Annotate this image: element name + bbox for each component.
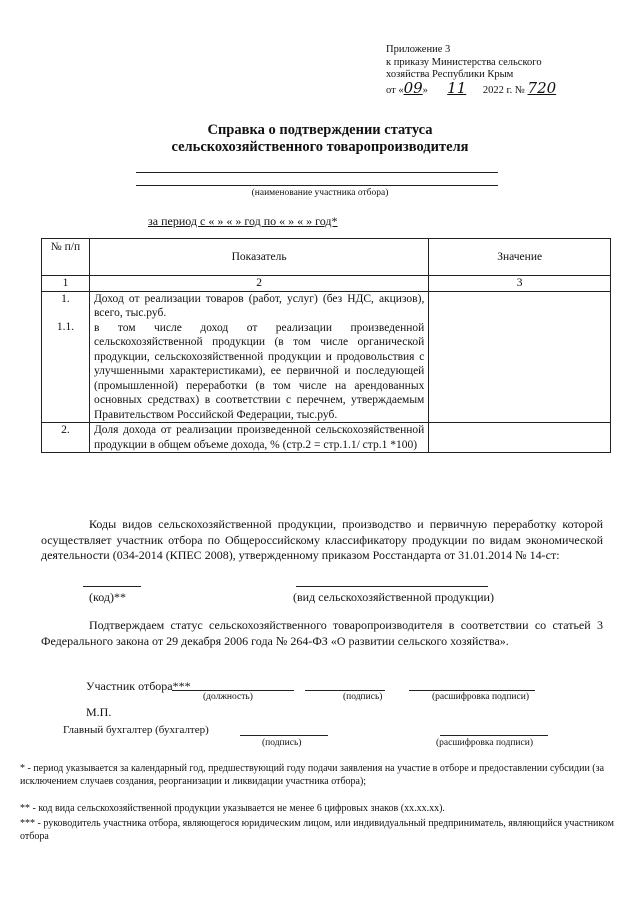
annex-line-3: хозяйства Республики Крым <box>386 69 514 80</box>
acc-decode-line <box>440 735 548 736</box>
annex-number: 720 <box>527 78 557 97</box>
header-value: Значение <box>429 239 611 276</box>
table-header-row <box>42 239 611 276</box>
annex-month: 11 <box>447 78 467 97</box>
header-indicator: Показатель <box>89 239 428 276</box>
row-num-cell <box>42 291 90 423</box>
table-row <box>42 423 611 453</box>
decode-caption: (расшифровка подписи) <box>432 692 529 702</box>
annex-year-text: 2022 г. № <box>482 84 525 96</box>
row-num-2: 2. <box>42 423 90 453</box>
annex-date-line <box>386 78 557 98</box>
row-value-cell-2[interactable] <box>429 423 611 453</box>
signature-line <box>305 690 385 691</box>
table-row <box>42 291 611 423</box>
stamp-label: М.П. <box>86 705 112 719</box>
doc-title-line-2: сельскохозяйственного товаропроизводителя <box>171 139 469 155</box>
kind-caption: (вид сельскохозяйственной продукции) <box>293 590 494 604</box>
table-col-numbers-row <box>42 276 611 292</box>
position-line <box>172 690 294 691</box>
participant-caption: (наименование участника отбора) <box>251 188 389 198</box>
code-caption: (код)** <box>89 590 126 604</box>
annex-date-mid: » <box>422 84 428 96</box>
row-value-cell-1[interactable] <box>429 291 611 423</box>
acc-decode-caption: (расшифровка подписи) <box>436 738 533 748</box>
indicators-table <box>41 238 611 453</box>
row-num-1: 1. <box>61 292 70 305</box>
doc-title-line-1: Справка о подтверждении статуса <box>207 122 433 138</box>
row-text-1-1: в том числе доход от реализации произведенной сельскохозяйственной продукции (в том числе органической продукции, сельскохозяйственной продукции и продовольствия с улучшенными характеристиками), ее первичной и последующей (промышленной) переработки (в том числе на арендованных основных средствах) в соответствии с перечнем, утверждаемым Правительством Российской Федерации, тыс.руб. <box>93 321 425 421</box>
footnote-2: ** - код вида сельскохозяйственной продукции указывается не менее 6 цифровых знаков (хх.хх.хх). <box>20 803 445 814</box>
participant-name-line-2 <box>136 185 498 186</box>
col-number-1: 1 <box>42 276 90 292</box>
col-number-2: 2 <box>89 276 428 292</box>
participant-label: Участник отбора*** <box>86 679 191 693</box>
decode-line <box>409 690 535 691</box>
participant-name-line-1 <box>136 172 498 173</box>
acc-signature-line <box>240 735 328 736</box>
row-text-2: Доля дохода от реализации произведенной сельскохозяйственной продукции в общем объеме дохода, % (стр.2 = стр.1.1/ стр.1 *100) <box>89 423 428 453</box>
col-number-3: 3 <box>429 276 611 292</box>
row-text-cell <box>89 291 428 423</box>
annex-date-prefix: от « <box>386 84 404 96</box>
annex-block <box>386 44 556 97</box>
annex-line-2: к приказу Министерства сельского <box>386 56 542 68</box>
acc-signature-caption: (подпись) <box>262 738 302 748</box>
footnote-1: * - период указывается за календарный год, предшествующий году подачи заявления на участие в отборе и предоставлении субсидии (за исключением случаев создания, реорганизации и ликвидации участника отбора); <box>20 763 605 787</box>
position-caption: (должность) <box>203 692 253 702</box>
row-text-1: Доход от реализации товаров (работ, услуг) (без НДС, акцизов), всего, тыс.руб. <box>93 292 425 319</box>
kind-line <box>296 586 488 587</box>
confirm-paragraph: Подтверждаем статус сельскохозяйственного товаропроизводителя в соответствии со статьей 3 Федерального закона от 29 декабря 2006 года № 264-ФЗ «О развитии сельского хозяйства». <box>41 618 603 648</box>
signature-caption: (подпись) <box>343 692 383 702</box>
footnote-3: *** - руководитель участника отбора, являющегося юридическим лицом, или индивидуальный предприниматель, являющийся участником отбора <box>20 818 614 842</box>
period-line: за период с « » « » год по « » « » год* <box>148 214 338 228</box>
header-num: № п/п <box>42 239 90 276</box>
annex-day: 09 <box>403 78 423 97</box>
row-num-1-1: 1.1. <box>56 321 75 333</box>
accountant-label: Главный бухгалтер (бухгалтер) <box>63 724 209 736</box>
codes-paragraph: Коды видов сельскохозяйственной продукции, производство и первичную переработку которой осуществляет участник отбора по Общероссийскому классификатору продукции по видам экономической деятельности (034-2014 (КПЕС 2008), утвержденному приказом Росстандарта от 31.01.2014 № 14-ст: <box>41 517 603 562</box>
code-line <box>83 586 141 587</box>
annex-line-1: Приложение 3 <box>386 44 451 55</box>
